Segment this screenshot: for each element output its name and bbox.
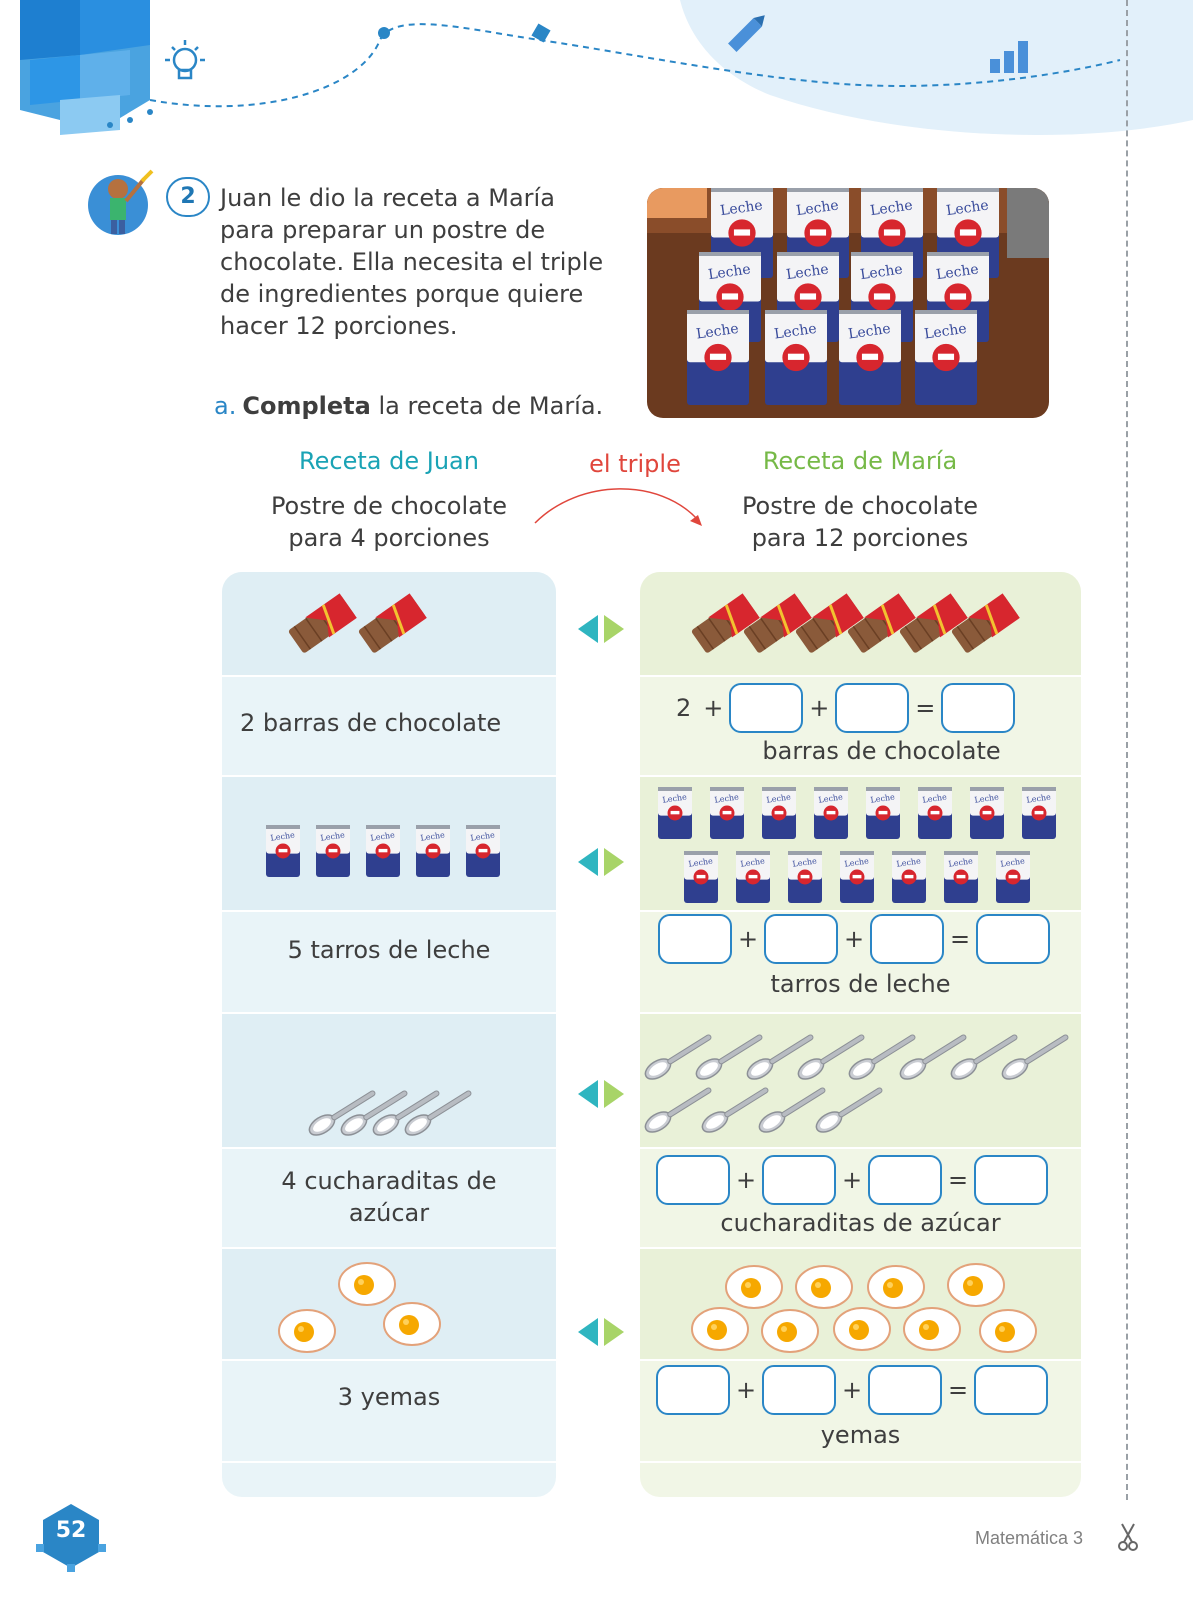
problem-statement: Juan le dio la receta a María para preparar un postre de chocolate. Ella necesita el triple de ingredientes porque quiere hacer 12 porciones. <box>220 184 604 340</box>
sugar-image-band <box>222 1014 556 1147</box>
plus-sign: + <box>841 1166 863 1194</box>
svg-text:Leche: Leche <box>999 856 1026 869</box>
equals-sign: = <box>947 1376 969 1404</box>
chocolate-bar-icon <box>794 593 864 654</box>
svg-text:Leche: Leche <box>947 856 974 869</box>
chocolate-bar-icon <box>950 593 1020 654</box>
milk-can-icon <box>466 825 500 877</box>
chocolate-total-box[interactable] <box>941 683 1015 733</box>
egg-yolk-icon <box>692 1308 748 1350</box>
chocolate-bar-icon <box>287 593 357 654</box>
equals-sign: = <box>915 694 936 722</box>
yolks-answer-box-2[interactable] <box>762 1365 836 1415</box>
milk-answer-box-2[interactable] <box>764 914 838 964</box>
egg-yolk-icon <box>796 1266 852 1308</box>
maria-recipe-subtitle <box>665 490 1055 554</box>
juan-recipe-title: Receta de Juan <box>299 447 479 475</box>
lightbulb-icon <box>165 40 205 78</box>
juan-recipe-panel <box>222 572 556 1497</box>
svg-text:Leche: Leche <box>847 320 892 343</box>
milk-can-icon <box>970 787 1004 839</box>
eggs-maria <box>640 1249 1081 1359</box>
egg-yolk-icon <box>834 1308 890 1350</box>
juan-subtitle-line-1: Postre de chocolate <box>270 492 508 520</box>
sugar-equation <box>656 1155 1048 1205</box>
task-rest: la receta de María. <box>378 392 604 420</box>
pair-arrow-icon <box>578 848 624 876</box>
juan-item-chocolate: 2 barras de chocolate <box>240 709 502 737</box>
milk-unit-label: tarros de leche <box>770 970 951 998</box>
chocolate-answer-box-1[interactable] <box>729 683 803 733</box>
maria-subtitle-line-2: para 12 porciones <box>751 524 969 552</box>
equation-start-value: 2 <box>676 694 692 722</box>
milk-can-icon <box>687 310 749 405</box>
plus-sign: + <box>735 1166 757 1194</box>
svg-text:Leche: Leche <box>935 261 980 284</box>
svg-text:Leche: Leche <box>773 320 818 343</box>
svg-text:Leche: Leche <box>869 792 896 805</box>
chocolate-bar-icon <box>357 593 427 654</box>
book-title: Matemática 3 <box>975 1528 1084 1548</box>
svg-text:Leche: Leche <box>973 792 1000 805</box>
egg-yolk-icon <box>384 1303 440 1345</box>
milk-cans-juan <box>222 777 556 910</box>
milk-text-band <box>222 912 556 1012</box>
maria-sugar-image-band <box>640 1014 1081 1147</box>
task-a <box>214 390 603 422</box>
svg-text:Leche: Leche <box>687 856 714 869</box>
svg-text:Leche: Leche <box>707 261 752 284</box>
svg-text:Leche: Leche <box>319 830 346 843</box>
milk-can-icon <box>915 310 977 405</box>
chocolate-image-band <box>222 572 556 675</box>
egg-yolk-icon <box>868 1266 924 1308</box>
equals-sign: = <box>947 1166 969 1194</box>
chocolate-bar-icon <box>846 593 916 654</box>
svg-text:Leche: Leche <box>817 792 844 805</box>
milk-can-icon <box>840 851 874 903</box>
svg-text:Leche: Leche <box>713 792 740 805</box>
svg-text:Leche: Leche <box>843 856 870 869</box>
chocolate-unit-label: barras de chocolate <box>762 737 1001 765</box>
yolks-answer-box-3[interactable] <box>868 1365 942 1415</box>
page-number: 52 <box>55 1518 87 1543</box>
svg-text:Leche: Leche <box>1025 792 1052 805</box>
milk-can-icon <box>710 787 744 839</box>
maria-milk-image-band <box>640 777 1081 910</box>
header-decoration <box>0 0 1193 160</box>
chocolate-text-band <box>222 677 556 775</box>
maria-recipe-panel <box>640 572 1081 1497</box>
problem-number-badge: 2 <box>166 177 210 217</box>
egg-yolk-icon <box>339 1263 395 1305</box>
maria-sugar-eq-band <box>640 1149 1081 1247</box>
chocolate-bars-juan <box>222 572 556 675</box>
juan-recipe-subtitle <box>222 490 556 554</box>
scissors-icon <box>1116 1522 1140 1552</box>
chocolate-equation <box>676 683 1015 733</box>
egg-yolk-icon <box>726 1266 782 1308</box>
milk-can-icon <box>266 825 300 877</box>
maria-milk-eq-band <box>640 912 1081 1012</box>
pair-arrow-icon <box>578 1318 624 1346</box>
yolks-unit-label: yemas <box>820 1421 901 1449</box>
svg-text:Leche: Leche <box>923 320 968 343</box>
yolks-total-box[interactable] <box>974 1365 1048 1415</box>
svg-text:Leche: Leche <box>695 320 740 343</box>
plus-sign: + <box>735 1376 757 1404</box>
egg-yolk-icon <box>762 1310 818 1352</box>
equals-sign: = <box>949 925 971 953</box>
milk-answer-box-1[interactable] <box>658 914 732 964</box>
svg-text:Leche: Leche <box>921 792 948 805</box>
chocolate-bar-icon <box>898 593 968 654</box>
svg-text:Leche: Leche <box>795 197 840 220</box>
milk-total-box[interactable] <box>976 914 1050 964</box>
milk-can-icon <box>996 851 1030 903</box>
svg-text:Leche: Leche <box>419 830 446 843</box>
milk-can-icon <box>866 787 900 839</box>
sugar-answer-box-2[interactable] <box>762 1155 836 1205</box>
pair-arrow-icon <box>578 615 624 643</box>
svg-text:Leche: Leche <box>469 830 496 843</box>
juan-item-sugar-line-2: azúcar <box>348 1199 430 1227</box>
milk-can-icon <box>658 787 692 839</box>
triple-label: el triple <box>589 450 681 478</box>
milk-can-icon <box>765 310 827 405</box>
milk-can-icon <box>366 825 400 877</box>
milk-can-icon <box>814 787 848 839</box>
maria-yolks-eq-band <box>640 1361 1081 1461</box>
milk-cans-photo <box>647 188 1049 418</box>
milk-image-band <box>222 777 556 910</box>
juan-item-milk: 5 tarros de leche <box>287 936 491 964</box>
milk-can-icon <box>736 851 770 903</box>
svg-text:Leche: Leche <box>785 261 830 284</box>
juan-item-yolks: 3 yemas <box>337 1383 441 1411</box>
chocolate-bars-maria <box>640 572 1081 675</box>
cut-line <box>1126 0 1128 1500</box>
milk-can-icon <box>839 310 901 405</box>
milk-can-icon <box>892 851 926 903</box>
svg-text:Leche: Leche <box>719 197 764 220</box>
milk-can-icon <box>416 825 450 877</box>
svg-text:Leche: Leche <box>765 792 792 805</box>
milk-can-icon <box>788 851 822 903</box>
yolks-text-band <box>222 1361 556 1461</box>
cube-stack-icon <box>20 0 153 135</box>
egg-yolk-icon <box>904 1308 960 1350</box>
egg-yolk-icon <box>279 1310 335 1352</box>
svg-text:Leche: Leche <box>661 792 688 805</box>
juan-subtitle-line-2: para 4 porciones <box>288 524 490 552</box>
milk-can-icon <box>762 787 796 839</box>
chocolate-bar-icon <box>690 593 760 654</box>
sugar-total-box[interactable] <box>974 1155 1048 1205</box>
svg-text:Leche: Leche <box>859 261 904 284</box>
maria-chocolate-image-band <box>640 572 1081 675</box>
plus-sign: + <box>737 925 759 953</box>
svg-text:Leche: Leche <box>369 830 396 843</box>
yolks-equation <box>656 1365 1048 1415</box>
milk-cans-maria <box>640 777 1081 910</box>
yolks-image-band <box>222 1249 556 1359</box>
maria-recipe-title: Receta de María <box>762 447 958 475</box>
svg-text:Leche: Leche <box>791 856 818 869</box>
yolks-answer-box-1[interactable] <box>656 1365 730 1415</box>
milk-can-icon <box>316 825 350 877</box>
sugar-answer-box-1[interactable] <box>656 1155 730 1205</box>
spoons-maria <box>640 1014 1081 1147</box>
plus-sign: + <box>809 694 830 722</box>
milk-can-icon <box>944 851 978 903</box>
svg-text:Leche: Leche <box>895 856 922 869</box>
spoons-juan <box>222 1014 556 1147</box>
sugar-text-band <box>222 1149 556 1247</box>
egg-yolk-icon <box>948 1264 1004 1306</box>
svg-text:Leche: Leche <box>945 197 990 220</box>
svg-text:Leche: Leche <box>269 830 296 843</box>
plus-sign: + <box>841 1376 863 1404</box>
milk-equation <box>658 914 1050 964</box>
svg-text:Leche: Leche <box>869 197 914 220</box>
egg-yolk-icon <box>980 1310 1036 1352</box>
chocolate-bar-icon <box>742 593 812 654</box>
maria-yolks-image-band <box>640 1249 1081 1359</box>
pair-arrow-icon <box>578 1080 624 1108</box>
juan-item-sugar-line-1: 4 cucharaditas de <box>281 1167 497 1195</box>
plus-sign: + <box>843 925 865 953</box>
milk-answer-box-3[interactable] <box>870 914 944 964</box>
milk-can-icon <box>918 787 952 839</box>
maria-chocolate-eq-band <box>640 677 1081 775</box>
chocolate-answer-box-2[interactable] <box>835 683 909 733</box>
sugar-unit-label: cucharaditas de azúcar <box>720 1209 1001 1237</box>
milk-can-icon <box>684 851 718 903</box>
svg-text:Leche: Leche <box>739 856 766 869</box>
boy-avatar <box>86 165 156 237</box>
eggs-juan <box>222 1249 556 1359</box>
task-letter: a. <box>214 392 237 420</box>
maria-subtitle-line-1: Postre de chocolate <box>741 492 979 520</box>
sugar-answer-box-3[interactable] <box>868 1155 942 1205</box>
plus-sign: + <box>703 694 724 722</box>
milk-can-icon <box>1022 787 1056 839</box>
task-verb: Completa <box>242 392 371 420</box>
